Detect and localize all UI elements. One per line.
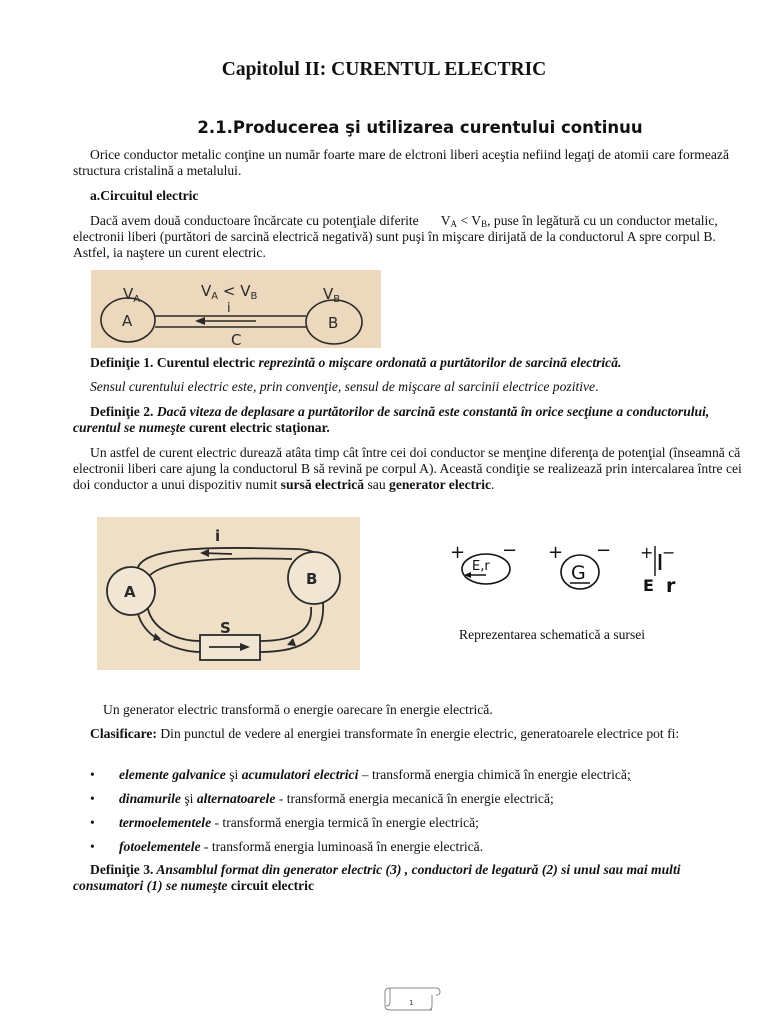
def3-text: Ansamblul format din generator electric (3) , conductori de legatură (2) si unul sau mai multi consumatori (1) se numeşte <box>73 862 681 893</box>
classification-paragraph <box>73 726 753 742</box>
item-desc: – transformă energia chimică în energie electrică <box>358 767 627 782</box>
er-minus: − <box>502 540 518 561</box>
g-label: G <box>571 562 586 584</box>
bat-e-label: E <box>643 576 654 595</box>
item-end: ; <box>626 767 631 782</box>
def1-text: reprezintă o mişcare ordonată a purtătorilor de sarcină electrică. <box>258 355 622 370</box>
def1-label: Definiţie 1. <box>90 355 154 370</box>
para2-text: Un astfel de curent electric durează atâta timp cât între cei doi conductor se menţine diferenţa de potenţial (înseamnă că electronii liberi care ajung la conductorul B să revină pe corpul A). Această condiţie se realizează prin intercalarea între cei doi conductor a unui dispozitiv numit <box>73 445 742 492</box>
def3-term: circuit electric <box>227 878 314 893</box>
current-arrow-head <box>195 317 205 325</box>
def3-label: Definiţie 3. <box>90 862 154 877</box>
clasificare-label: Clasificare: <box>90 726 157 741</box>
battery-symbol <box>638 540 688 598</box>
para2-end: . <box>491 477 495 492</box>
bat-plus: + <box>640 543 654 562</box>
fig2-a-label: A <box>124 583 136 601</box>
definition-1 <box>73 355 753 371</box>
item-term-2: alternatoarele <box>196 791 276 806</box>
figure-caption: Reprezentarea schematică a sursei <box>459 627 646 642</box>
para1-text-start: Dacă avem două conductoare încărcate cu potenţiale diferite <box>90 213 419 228</box>
def2-text: Dacă viteza de deplasare a purtătorilor de sarcină este constantă în orice secţiune a conductorului, curentul se numeşte <box>73 404 710 435</box>
def2-label: Definiţie 2. <box>90 404 154 419</box>
page-number: 1 <box>409 999 414 1007</box>
va-subscript: A <box>450 219 458 229</box>
item-term: termoelementele <box>119 815 212 830</box>
bullet-marker: • <box>90 767 95 782</box>
generator-sentence: Un generator electric transformă o energie oarecare în energie electrică. <box>103 702 493 717</box>
term-generator: generator electric <box>389 477 492 492</box>
fig1-i-label: i <box>227 301 231 316</box>
top-arrow-head <box>200 549 209 557</box>
para2-mid: sau <box>364 477 390 492</box>
item-term: fotoelementele <box>119 839 201 854</box>
item-term-2: acumulatori electrici <box>241 767 359 782</box>
er-plus: + <box>450 542 466 563</box>
figure-circuit-drawing <box>97 517 360 670</box>
wire-outer-left-bottom <box>137 605 200 652</box>
para1-text-end: , puse în legătură cu un conductor metalic, electronii liberi (purtători de sarcină electrică negativă) sunt puşi în mişcare dirijată de la conductorul A spre corpul B. Astfel, ia naştere un curent electric. <box>73 213 718 260</box>
bullet-marker: • <box>90 791 95 806</box>
g-plus: + <box>548 542 564 563</box>
section-heading: 2.1.Producerea şi utilizarea curentului continuu <box>197 118 643 137</box>
def1-term: Curentul electric <box>153 355 259 370</box>
figure-conductors-drawing <box>91 270 381 348</box>
paragraph-source <box>73 445 753 493</box>
generator-symbol-drawing <box>546 540 616 598</box>
wire-inner-top <box>145 558 292 585</box>
battery-symbol-drawing <box>638 540 688 598</box>
intro-paragraph: Orice conductor metalic conţine un număr foarte mare de elctroni liberi aceştia nefiind legaţi de atomii care formează structura cristalină a metalului. <box>73 147 729 178</box>
sens-text: Sensul curentului electric este, prin convenţie, sensul de mişcare al sarcinii electrice pozitive <box>90 379 596 394</box>
definition-2 <box>73 404 753 436</box>
bat-r-label: r <box>666 575 676 597</box>
item-desc: - transformă energia termică în energie electrică; <box>211 815 479 830</box>
term-sursa: sursă electrică <box>280 477 365 492</box>
bullet-marker: • <box>90 815 95 830</box>
def2-term: curent electric staţionar. <box>185 420 330 435</box>
source-symbol-er <box>448 540 530 598</box>
fig2-i-label: i <box>215 527 221 545</box>
generator-symbol <box>546 540 616 598</box>
clasificare-text: Din punctul de vedere al energiei transformate în energie electric, generatoarele electrice pot fi: <box>156 726 680 741</box>
item-desc: - transformă energia luminoasă în energie electrică. <box>200 839 484 854</box>
figure-circuit <box>97 517 360 670</box>
source-symbol-er-drawing <box>448 540 530 598</box>
page-number-scroll <box>382 982 442 1012</box>
fig1-a-label: A <box>122 312 133 330</box>
item-conj: şi <box>225 767 242 782</box>
vb-subscript: B <box>481 219 488 229</box>
fig2-b-label: B <box>306 570 318 588</box>
subsection-heading <box>73 188 753 204</box>
paragraph-potential <box>73 213 753 261</box>
fig2-s-label: S <box>220 619 231 637</box>
definition-3 <box>73 862 753 894</box>
fig1-va-vb-label: $V_A < V_B$ <box>201 282 258 302</box>
right-arrow-head <box>287 638 296 646</box>
fig1-b-label: B <box>328 314 339 332</box>
item-term: dinamurile <box>119 791 181 806</box>
wire-inner-right-bottom <box>260 607 311 641</box>
less-than-vb: < V <box>457 213 482 228</box>
item-desc: - transformă energia mecanică în energie electrică; <box>275 791 554 806</box>
fig1-c-label: C <box>231 331 242 348</box>
page-title: Capitolul II: CURENTUL ELECTRIC <box>221 59 547 80</box>
va-symbol: V <box>440 213 451 228</box>
bullet-marker: • <box>90 839 95 854</box>
scroll-icon <box>382 982 442 1012</box>
bat-minus: − <box>662 543 676 562</box>
item-term: elemente galvanice <box>119 767 226 782</box>
figure-conductors <box>91 270 381 348</box>
er-label: E,r <box>472 559 490 574</box>
sens-period: . <box>595 379 599 394</box>
fig1-vb-label: $V_B$ <box>323 285 341 305</box>
current-direction-note <box>73 379 753 395</box>
item-conj: şi <box>180 791 197 806</box>
subsection-title: a.Circuitul electric <box>90 188 199 203</box>
fig1-va-label: $V_A$ <box>123 285 141 305</box>
g-minus: − <box>596 540 612 561</box>
